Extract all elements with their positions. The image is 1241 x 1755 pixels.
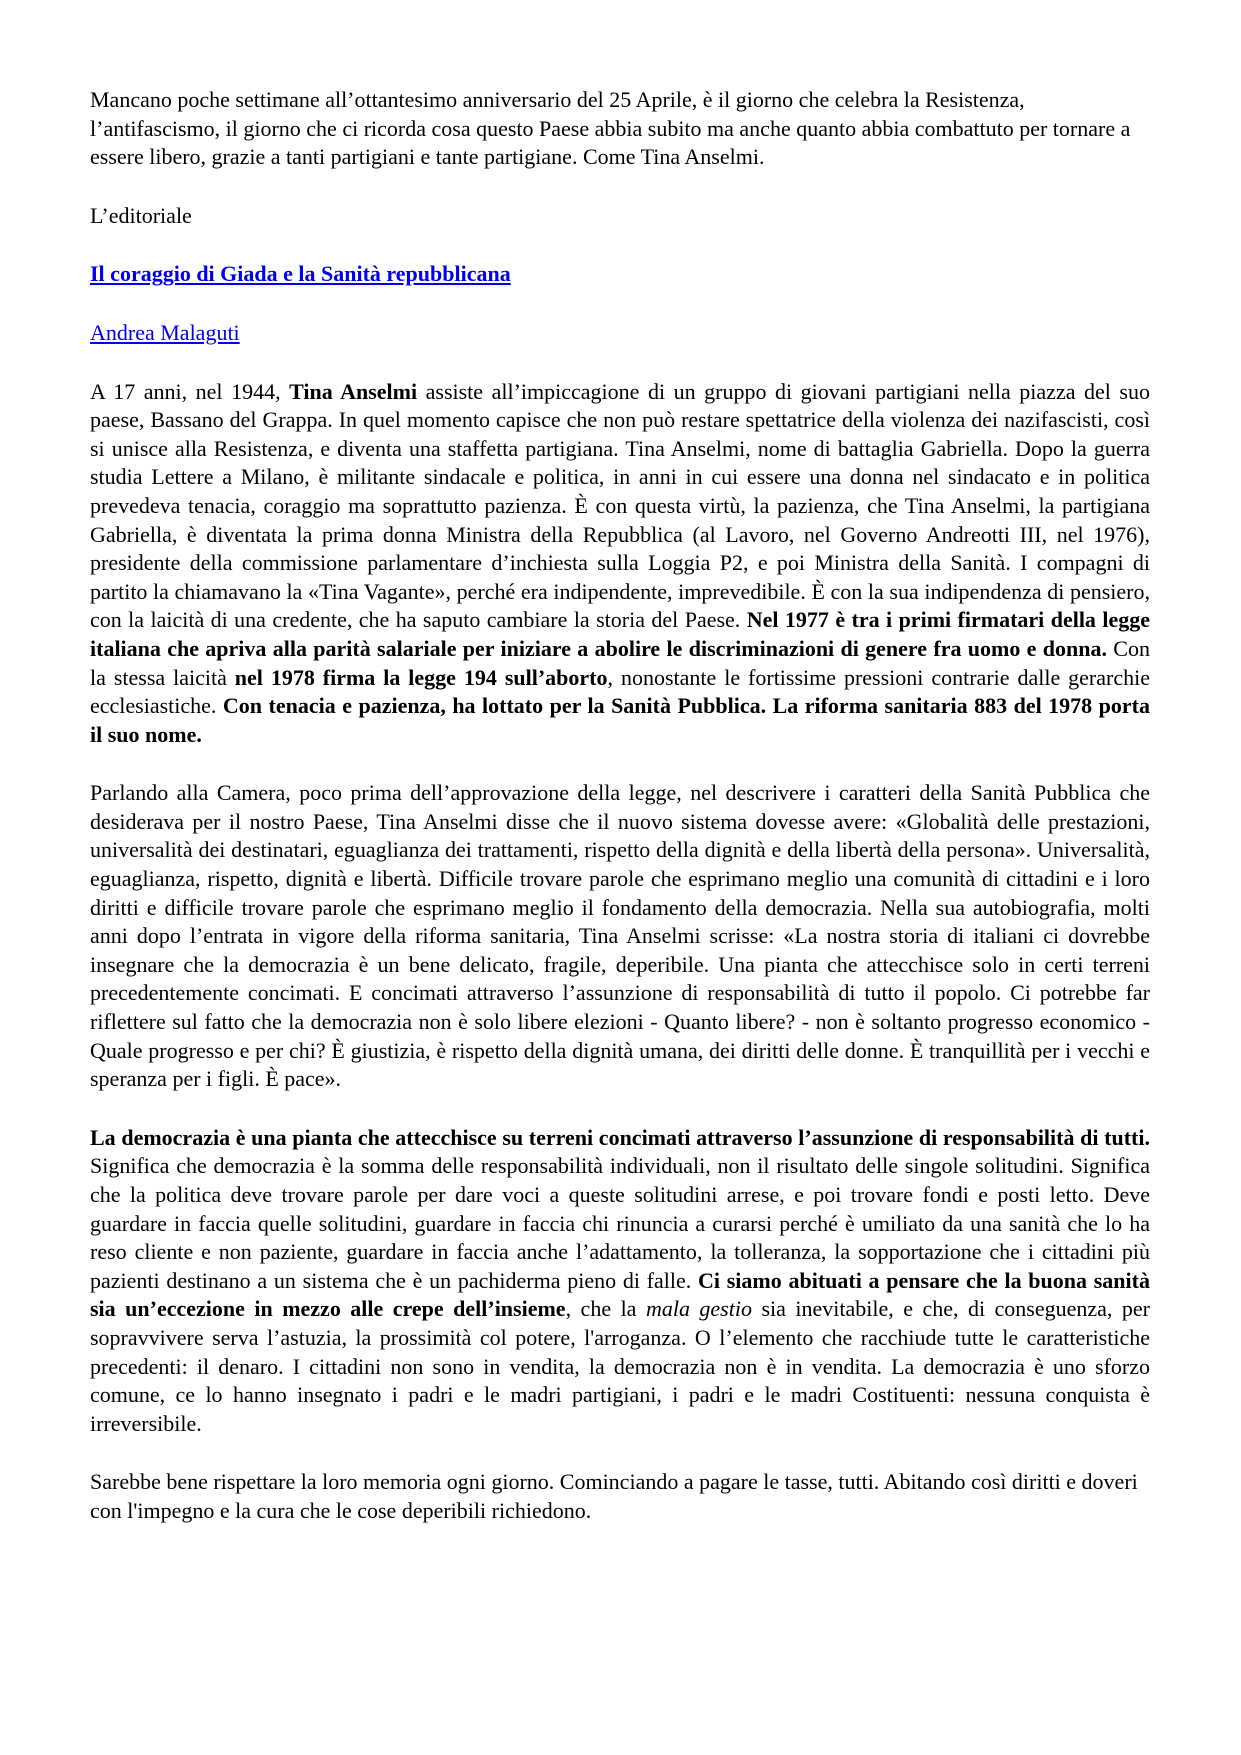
author-link[interactable]: Andrea Malaguti	[90, 319, 240, 345]
p1-bold-1977: Nel 1977 è tra i primi firmatari della legge italiana che apriva alla parità salariale per iniziare a abolire le discriminazioni di genere fra uomo e donna.	[90, 607, 1150, 661]
body-paragraph-3	[90, 1124, 1150, 1439]
p1-text-1: A 17 anni, nel 1944,	[90, 378, 290, 404]
p1-text-4: , nonostante le fortissime pressioni contrarie dalle gerarchie ecclesiastiche.	[90, 664, 1150, 719]
p1-text-3: Con la stessa laicità	[90, 635, 1150, 690]
p1-bold-194: nel 1978 firma la legge 194 sull’aborto	[234, 664, 608, 690]
author-paragraph	[90, 319, 1150, 348]
body-paragraph-2: Parlando alla Camera, poco prima dell’approvazione della legge, nel descrivere i caratteri della Sanità Pubblica che desiderava per il nostro Paese, Tina Anselmi disse che il nuovo sistema dovesse avere: «Globalità delle prestazioni, universalità dei destinatari, eguaglianza dei trattamenti, rispetto della dignità e della libertà della persona». Universalità, eguaglianza, rispetto, dignità e libertà. Difficile trovare parole che esprimano meglio una comunità di cittadini e i loro diritti e difficile trovare parole che esprimano meglio il fondamento della democrazia. Nella sua autobiografia, molti anni dopo l’entrata in vigore della riforma sanitaria, Tina Anselmi scrisse: «La nostra storia di italiani ci dovrebbe insegnare che la democrazia è un bene delicato, fragile, deperibile. Una pianta che attecchisce solo in certi terreni precedentemente concimati. E concimati attraverso l’assunzione di responsabilità di tutto il popolo. Ci potrebbe far riflettere sul fatto che la democrazia non è solo libere elezioni - Quanto libere? - non è soltanto progresso economico - Quale progresso e per chi? È giustizia, è rispetto della dignità umana, dei diritti delle donne. È tranquillità per i vecchi e speranza per i figli. È pace».	[90, 780, 1150, 1092]
p1-bold-883: Con tenacia e pazienza, ha lottato per la Sanità Pubblica. La riforma sanitaria 883 del 1978 porta il suo nome.	[90, 693, 1150, 747]
closing-paragraph: Sarebbe bene rispettare la loro memoria ogni giorno. Cominciando a pagare le tasse, tutti. Abitando così diritti e doveri con l'impegno e la cura che le cose deperibili richiedono.	[90, 1469, 1138, 1523]
p1-text-2: assiste all’impiccagione di un gruppo di giovani partigiani nella piazza del suo paese, Bassano del Grappa. In quel momento capisce che non può restare spettatrice della violenza dei nazifascisti, così si unisce alla Resistenza, e diventa una staffetta partigiana. Tina Anselmi, nome di battaglia Gabriella. Dopo la guerra studia Lettere a Milano, è militante sindacale e politica, in anni in cui essere una donna nel sindacato e in politica prevedeva tenacia, coraggio ma soprattutto pazienza. È con questa virtù, la pazienza, che Tina Anselmi, la partigiana Gabriella, è diventata la prima donna Ministra della Repubblica (al Lavoro, nel Governo Andreotti III, nel 1976), presidente della commissione parlamentare d’inchiesta sulla Loggia P2, e poi Ministra della Sanità. I compagni di partito la chiamavano la «Tina Vagante», perché era indipendente, imprevedibile. È con la sua indipendenza di pensiero, con la laicità di una credente, che ha saputo cambiare la storia del Paese.	[90, 378, 1150, 633]
section-label: L’editoriale	[90, 202, 192, 228]
headline-link[interactable]: Il coraggio di Giada e la Sanità repubblicana	[90, 261, 511, 287]
p3-bold-sanita: Ci siamo abituati a pensare che la buona sanità sia un’eccezione in mezzo alle crepe dell’insieme	[90, 1267, 1150, 1322]
document-page	[90, 86, 1150, 1556]
body-paragraph-1	[90, 378, 1150, 750]
p3-text-2: , che la	[565, 1296, 646, 1322]
p3-text-3: sia inevitabile, e che, di conseguenza, per sopravvivere serva l’astuzia, la prossimità col potere, l'arroganza. O l’elemento che racchiude tutte le caratteristiche precedenti: il denaro. I cittadini non sono in vendita, la democrazia non è in vendita. La democrazia è uno sforzo comune, ce lo hanno insegnato i padri e le madri partigiani, i padri e le madri Costituenti: nessuna conquista è irreversibile.	[90, 1296, 1151, 1436]
p1-bold-name: Tina Anselmi	[289, 378, 418, 404]
intro-paragraph: Mancano poche settimane all’ottantesimo anniversario del 25 Aprile, è il giorno che celebra la Resistenza, l’antifascismo, il giorno che ci ricorda cosa questo Paese abbia subito ma anche quanto abbia combattuto per tornare a essere libero, grazie a tanti partigiani e tante partigiane. Come Tina Anselmi.	[90, 87, 1131, 170]
p3-italic-mala-gestio: mala gestio	[645, 1296, 752, 1322]
p3-text-1: Significa che democrazia è la somma delle responsabilità individuali, non il risultato delle singole solitudini. Significa che la politica deve trovare parole per dare voci a queste solitudini arrese, e poi trovare fondi e posti letto. Deve guardare in faccia quelle solitudini, guardare in faccia chi rinuncia a curarsi perché è umiliato da una sanità che lo ha reso cliente e non paziente, guardare in faccia anche l’adattamento, la tolleranza, la sopportazione che i cittadini più pazienti destinano a un sistema che è un pachiderma pieno di falle.	[90, 1153, 1150, 1293]
p3-bold-democrazia: La democrazia è una pianta che attecchisce su terreni concimati attraverso l’assunzione di responsabilità di tutti.	[90, 1124, 1150, 1150]
headline-paragraph	[90, 260, 1150, 289]
